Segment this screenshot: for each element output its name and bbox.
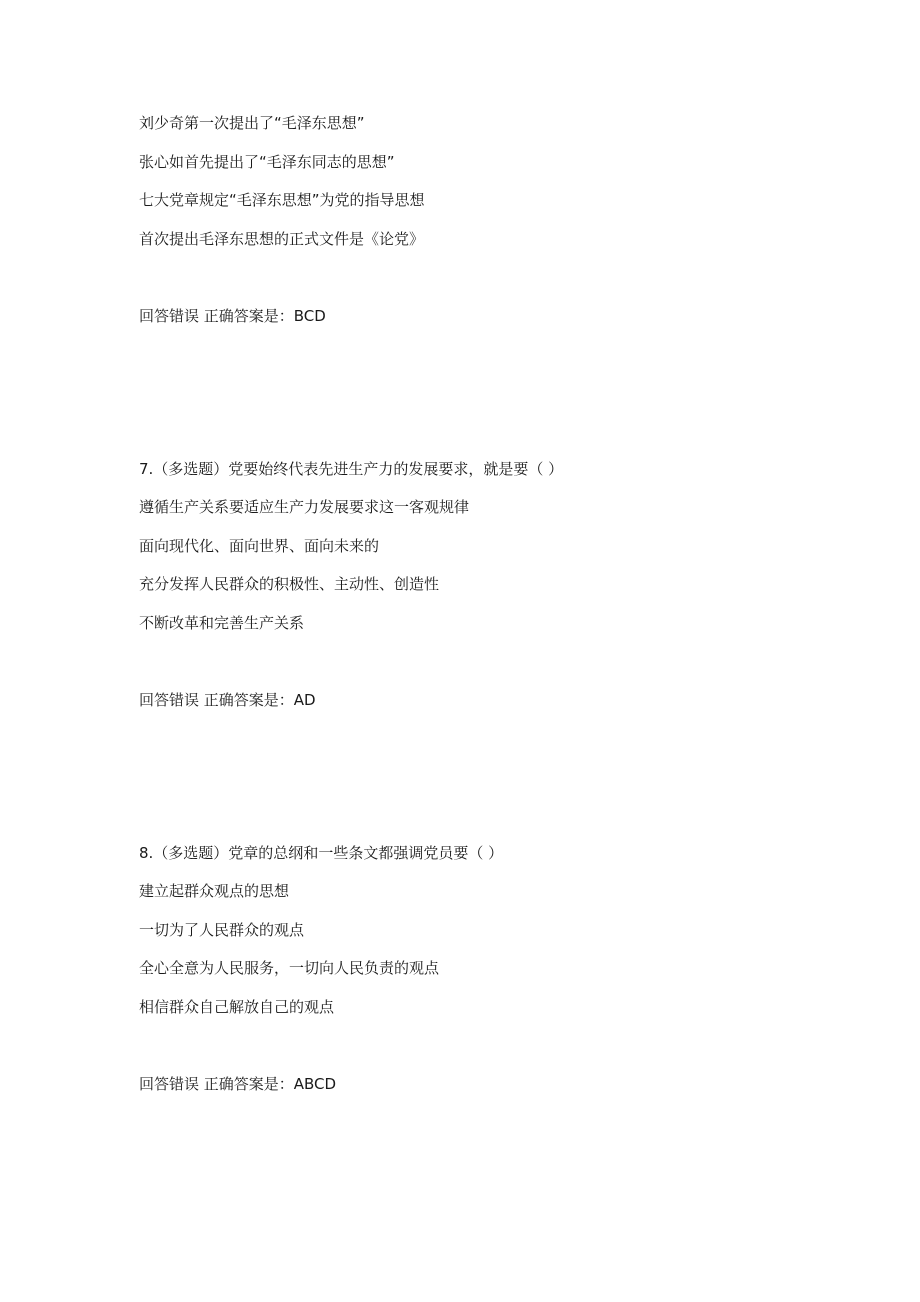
q8-question: 8.（多选题）党章的总纲和一些条文都强调党员要（ ）	[139, 844, 504, 862]
q8-option-c: 全心全意为人民服务，一切向人民负责的观点	[139, 959, 440, 977]
q8-result: 回答错误 正确答案是：ABCD	[139, 1075, 337, 1093]
q6-option-b: 张心如首先提出了“毛泽东同志的思想”	[139, 153, 395, 171]
q7-option-d: 不断改革和完善生产关系	[139, 614, 305, 632]
q6-option-d: 首次提出毛泽东思想的正式文件是《论党》	[139, 230, 425, 248]
q8-option-b: 一切为了人民群众的观点	[139, 921, 305, 939]
q7-option-b: 面向现代化、面向世界、面向未来的	[139, 537, 380, 555]
q6-result: 回答错误 正确答案是：BCD	[139, 307, 326, 325]
q7-option-c: 充分发挥人民群众的积极性、主动性、创造性	[139, 575, 440, 593]
q8-option-a: 建立起群众观点的思想	[139, 882, 290, 900]
q7-question: 7.（多选题）党要始终代表先进生产力的发展要求，就是要（ ）	[139, 460, 564, 478]
q8-option-d: 相信群众自己解放自己的观点	[139, 998, 335, 1016]
q7-option-a: 遵循生产关系要适应生产力发展要求这一客观规律	[139, 498, 470, 516]
q6-option-a: 刘少奇第一次提出了“毛泽东思想”	[139, 114, 365, 132]
q6-option-c: 七大党章规定“毛泽东思想”为党的指导思想	[139, 191, 425, 209]
q7-result: 回答错误 正确答案是：AD	[139, 691, 316, 709]
